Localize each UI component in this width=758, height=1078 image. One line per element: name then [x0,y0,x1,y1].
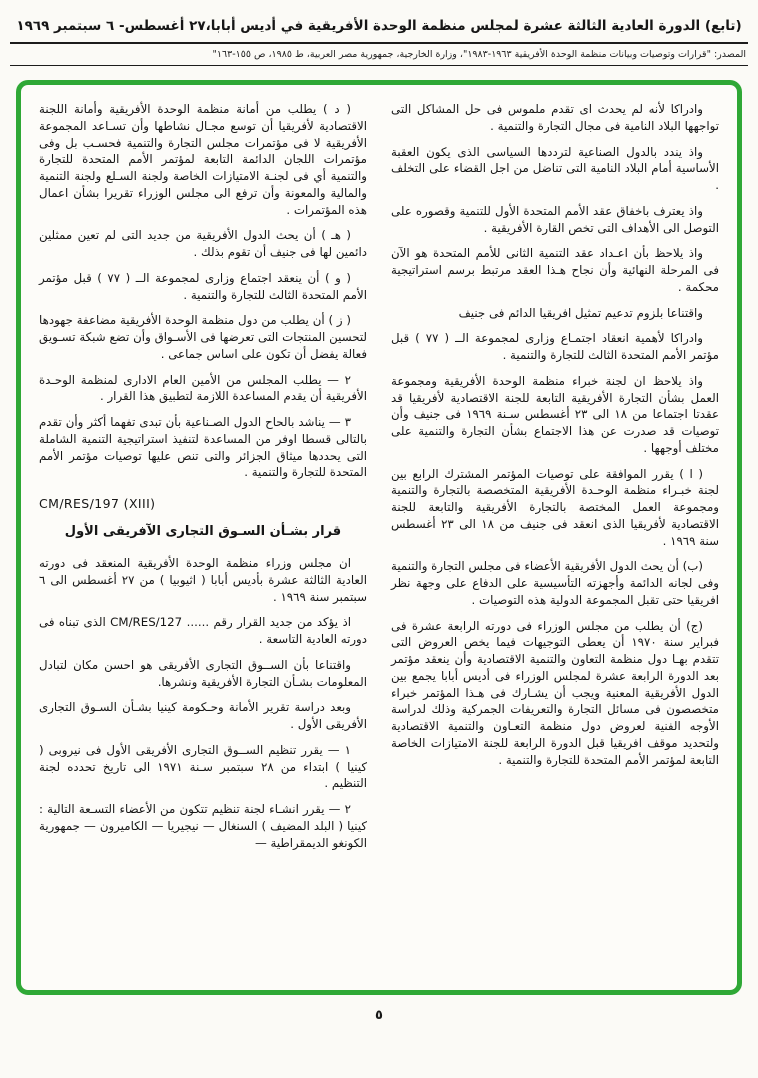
column-left [39,101,367,860]
paragraph: واذ يلاحظ ان لجنة خبراء منظمة الوحدة الأفريقية ومجموعة العمل بشأن التجارة الأفريقية التابعة للجنة الاقتصادية لأفريقيا قد عقدتا اجتماعا من ١٨ الى ٢٣ أغسطس سـنة ١٩٦٩ فى جنيف وأن توصيات قد صدرت عن هذا الاجتماع بشأن التجارة والتنمية على مختلف أوجهها . [391,373,719,455]
paragraph: واذ يندد بالدول الصناعية لترددها السياسى الذى يكون العقبة الأساسية أمام البلاد النامية التى تناضل من اجل القضاء على التخلف . [391,144,719,192]
paragraph-item-h: ( هـ ) أن يحث الدول الأفريقية من جديد التى لم تعين ممثلين دائمين لها فى جنيف أن تقوم بذلك . [39,228,367,259]
column-right [391,101,719,860]
paragraph: وادراكا لأهمية انعقاد اجتمـاع وزارى لمجموعة الــ ( ٧٧ ) قبل مؤتمر الأمم المتحدة الثالث للتجارة والتنمية . [391,331,719,362]
paragraph-item-w: ( و ) أن ينعقد اجتماع وزارى لمجموعة الــ ( ٧٧ ) قبل مؤتمر الأمم المتحدة الثالث للتجارة والتنمية . [39,270,367,302]
paragraph-clause-2: ٢ — يطلب المجلس من الأمين العام الادارى لمنظمة الوحـدة الأفريقية أن يقدم المساعدة اللازمة لتطبيق هذا القرار . [39,372,367,404]
document-source-line: المصدر: "قرارات وتوصيات وبيانات منظمة الوحدة الأفريقية ١٩٦٣-١٩٨٣"، وزارة الخارجية، جمهورية مصر العربية، ط ١٩٨٥، ص ١٥٥-١٦٣" [212,49,746,60]
page-header [8,8,750,66]
paragraph: واذ يلاحظ بأن اعـداد عقد التنمية الثانى للأمم المتحدة هو الآن فى المرحلة النهائية وأن نجاح هـذا العقد مرتبط برسم استراتيجية محكمة . [391,246,719,294]
paragraph-item-z: ( ز ) أن يطلب من دول منظمة الوحدة الأفريقية مضاعفة جهودها لتحسين المنتجات التى تعرضها فى الأسـواق وأن تضع شبكة تسـويق فعالة يفضل أن تكون على اساس جماعى . [39,313,367,361]
paragraph: وادراكا لأنه لم يحدث اى تقدم ملموس فى حل المشاكل التى تواجهها البلاد النامية فى مجال التجارة والتنمية . [391,102,719,133]
paragraph-clause-1: ١ — يقرر تنظيم الســوق التجارى الأفريقى الأول فى نيروبى ( كينيا ) ابتداء من ٢٨ سبتمبر سـنة ١٩٧١ الى تاريخ تحدده لجنة التنظيم . [39,742,367,791]
page-footer [8,995,750,1023]
two-column-layout [39,101,719,860]
paragraph-clause-3: ٣ — يناشد بالحاح الدول الصـناعية بأن تبدى تفهما أكثر وأن تقدم بالتالى قسطا اوفر من المساعدة لتنفيذ استراتيجية التنمية الشاملة التى يحددها ميثاق الجزائر والتى تنص عليها توصيات مؤتمر الأمم المتحدة للتجارة والتنمية . [39,415,367,480]
paragraph-item-a: ( ا ) يقرر الموافقة على توصيات المؤتمر المشترك الرابع بين لجنة خبـراء منظمة الوحـدة الأفريقية المتخصصة بالتجارة والتنمية ومجموعة العمل المختصة بالتجارة الأفريقية والتابعة للجنة الاقتصادية لأفريقيا الذى انعقد فى جنيف من ١٨ الى ٢٣ أغسطس سنة ١٩٦٩ . [391,466,719,548]
paragraph: وبعد دراسة تقرير الأمانة وحـكومة كينيا بشـأن السـوق التجارى الأفريقى الأول . [39,700,367,732]
paragraph-item-b: (ب) أن يحث الدول الأفريقية الأعضاء فى مجلس التجارة والتنمية وفى لجانه الدائمة وأجهزته التأسيسية على الدفاع على وجهة نظر افريقيا حتى تقبل المجموعة الدولية هذه التوصيات . [391,559,719,607]
paragraph: واقتناعا بلزوم تدعيم تمثيل افريقيا الدائم فى جنيف [458,305,703,320]
paragraph: واذ يعترف باخفاق عقد الأمم المتحدة الأول للتنمية وقصوره على التوصل الى الأهداف التى تخص القارة الأفريقية . [391,203,719,235]
resolution-title: قرار بشـأن السـوق التجارى الآفريقى الأول [64,523,342,539]
paragraph-clause-2b: ٢ — يقرر انشـاء لجنة تنظيم تتكون من الأعضاء التسـعة التالية : كينيا ( البلد المضيف ) السنغال — نيجيريا — الكاميرون — جمهورية الكونغو الديمقراطية — [39,802,367,850]
document-title: (تابع) الدورة العادية الثالثة عشرة لمجلس منظمة الوحدة الأفريقية في أديس أبابا،٢٧ أغسطس- ٦ سبتمبر ١٩٦٩ [16,18,742,34]
paragraph-reaffirm-cm-res-127: اذ يؤكد من جديد القرار رقم ...... CM/RES/127 الذى تبناه فى دورته العادية التاسعة . [39,615,367,647]
paragraph: ان مجلس وزراء منظمة الوحدة الأفريقية المنعقد فى دورته العادية الثالثة عشرة بأديس أبابا ( اثيوبيا ) من ٢٧ أغسطس الى ٦ سبتمبر سنة ١٩٦٩ . [39,556,367,604]
divider-bottom [10,65,748,66]
paragraph: واقتناعا بأن الســوق التجارى الأفريقى هو احسن مكان لتبادل المعلومات بشـأن التجارة الأفريقية ونشرها. [39,657,367,689]
page-number: ٥ [375,1008,383,1023]
paragraph-item-c: (ج) أن يطلب من مجلس الوزراء فى دورته الرابعة عشرة فى فبراير سنة ١٩٧٠ أن يعطى التوجيهات فيما يخص العروض التى تتقدم بهـا دول منظمة التعاون والتنمية الاقتصادية وأن ينعقد مؤتمر بعد الدورة الرابعة عشرة لمجلس الوزراء فى أديس أبابا يجمع بين الدول الأفريقية المعنية ويجب أن يشـارك فى هـذا المؤتمر خبراء متخصصون فى مسائل التجارة والتعريفات الجمركية وذلك لدراسة الأوجه الفنية لعروض دول منظمة التعـاون والتنمية الاقتصادية ولتحديد موقف افريقيا قبل الدورة الرابعة للجنة الامتيازات الخاصة التابعة لمؤتمر الأمم المتحدة للتجارة والتنمية . [391,618,720,767]
paragraph-item-d: ( د ) يطلب من أمانة منظمة الوحدة الأفريقية وأمانة اللجنة الاقتصادية لأفريقيا أن توسع مجـال نشاطها وأن تسـاعد المجموعة الأفريقية لا فى مؤتمرات مجلس التجارة والتنمية فحسـب بل وفى مؤتمرات اللجان الدائمة التابعة لمؤتمر الأمم المتحدة للتجارة والتنمية أي فى لجنـة الامتيازات الخاصة ولجنة السـلع ولجنة التنمية والمالية والمعونة وأن ترفع الى مجلس الوزراء تقريرا بشأن اعمال هذه المؤتمرات . [39,102,367,217]
resolution-reference-number: CM/RES/197 (XIII) [39,496,156,511]
green-border-box [16,80,742,995]
